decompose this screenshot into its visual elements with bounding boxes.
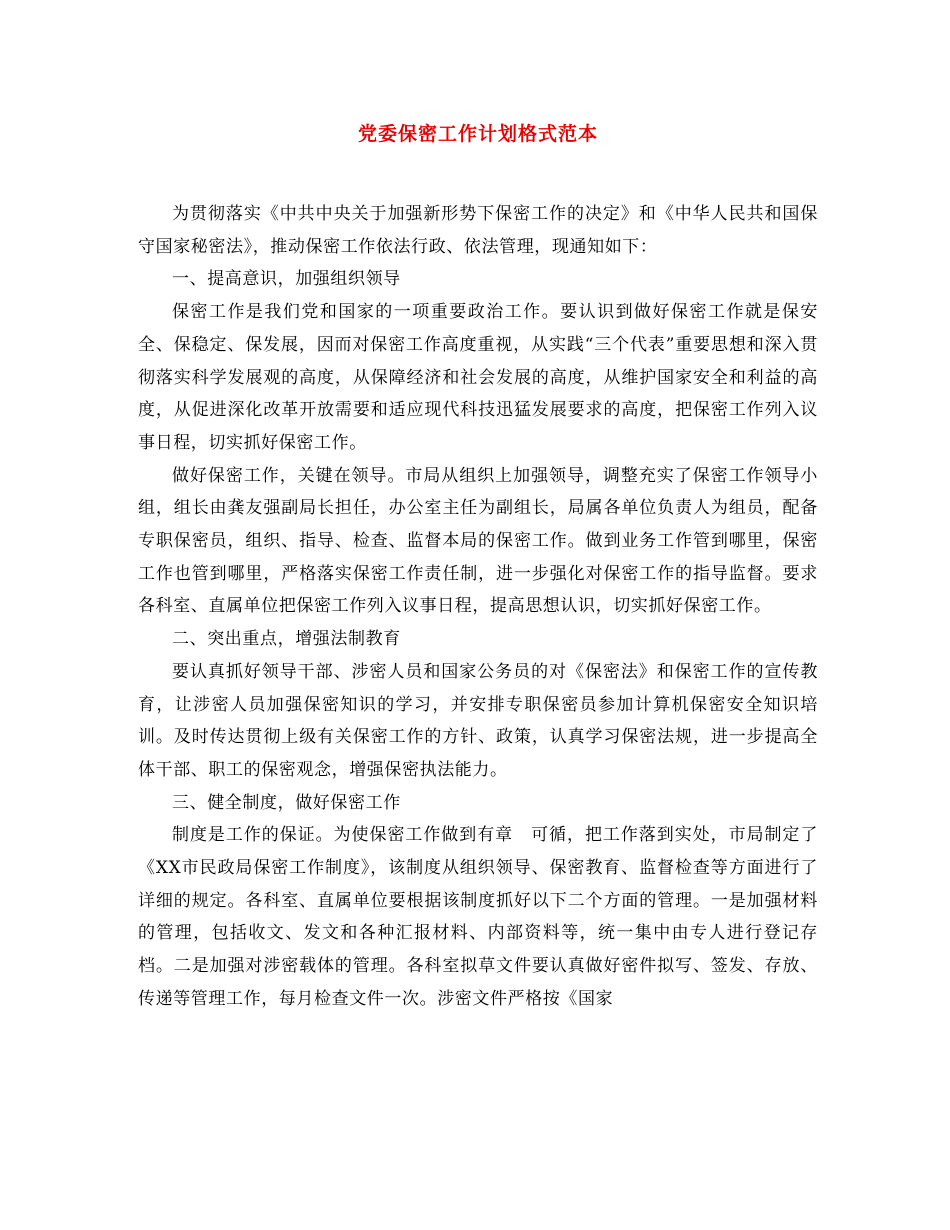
document-title: 党委保密工作计划格式范本 xyxy=(357,123,598,145)
section-heading-3: 三、健全制度，做好保密工作 xyxy=(172,792,401,813)
section-heading-1: 一、提高意识，加强组织领导 xyxy=(172,269,401,290)
body-paragraph-4: 制度是工作的保证。为使保密工作做到有章 可循，把工作落到实处，市局制定了《XX市民政局保密工作制度》，该制度从组织领导、保密教育、监督检查等方面进行了详细的规定。各科室、直属单位要根据该制度抓好以下二个方面的管理。一是加强材料的管理，包括收文、发文和各种汇报材料、内部资料等，统一集中由专人进行登记存档。二是加强对涉密载体的管理。各科室拟草文件要认真做好密件拟写、签发、存放、传递等管理工作，每月检查文件一次。涉密文件严格按《国家 xyxy=(138,825,818,1009)
body-paragraph-1: 保密工作是我们党和国家的一项重要政治工作。要认识到做好保密工作就是保安全、保稳定、保发展，因而对保密工作高度重视，从实践“三个代表”重要思想和深入贯彻落实科学发展观的高度，从保障经济和社会发展的高度，从维护国家安全和利益的高度，从促进深化改革开放需要和适应现代科技迅猛发展要求的高度，把保密工作列入议事日程，切实抓好保密工作。 xyxy=(138,302,818,453)
body-paragraph-3: 要认真抓好领导干部、涉密人员和国家公务员的对《保密法》和保密工作的宣传教育，让涉密人员加强保密知识的学习，并安排专职保密员参加计算机保密安全知识培训。及时传达贯彻上级有关保密工作的方针、政策，认真学习保密法规，进一步提高全体干部、职工的保密观念，增强保密执法能力。 xyxy=(138,661,818,780)
body-paragraph-2: 做好保密工作，关键在领导。市局从组织上加强领导，调整充实了保密工作领导小组，组长由龚友强副局长担任，办公室主任为副组长，局属各单位负责人为组员，配备专职保密员，组织、指导、检查、监督本局的保密工作。做到业务工作管到哪里，保密工作也管到哪里，严格落实保密工作责任制，进一步强化对保密工作的指导监督。要求各科室、直属单位把保密工作列入议事日程，提高思想认识，切实抓好保密工作。 xyxy=(138,465,818,617)
intro-paragraph: 为贯彻落实《中共中央关于加强新形势下保密工作的决定》和《中华人民共和国保守国家秘密法》，推动保密工作依法行政、依法管理，现通知如下： xyxy=(138,204,818,257)
section-heading-2: 二、突出重点，增强法制教育 xyxy=(172,629,401,650)
document-page xyxy=(138,118,818,1016)
